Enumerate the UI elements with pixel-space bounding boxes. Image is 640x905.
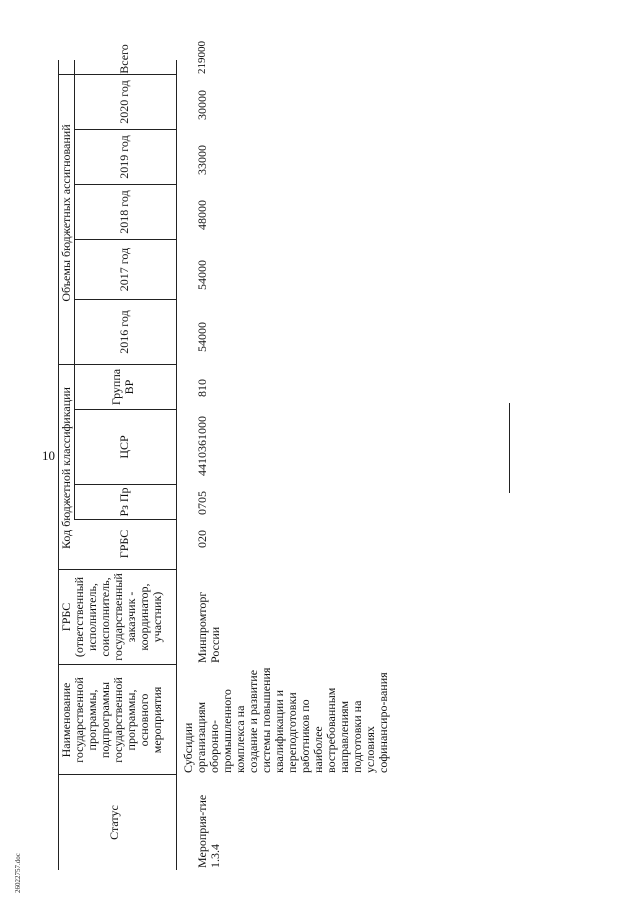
header-2018: 2018 год — [117, 190, 131, 234]
row-2016: 54000 — [195, 322, 209, 352]
rule — [58, 664, 176, 665]
header-2016: 2016 год — [117, 310, 131, 354]
row-csr: 4410361000 — [195, 416, 209, 476]
row-grbs: 020 — [195, 530, 209, 548]
row-2019: 33000 — [195, 145, 209, 175]
header-grbs: ГРБС — [117, 529, 131, 559]
rule — [74, 60, 75, 380]
header-2019: 2019 год — [117, 135, 131, 179]
rule — [74, 380, 75, 520]
row-2018: 48000 — [195, 200, 209, 230]
header-budget-code: Код бюджетной классификации — [59, 387, 73, 549]
rule — [58, 569, 176, 570]
page-number: 10 — [42, 448, 55, 463]
header-grbs-role: ГРБС (ответственный исполнитель, соисполнитель, государственный заказчик - координатор, участник) — [59, 573, 164, 661]
row-vr: 810 — [195, 379, 209, 397]
row-total: 219000 — [196, 41, 208, 74]
row-name: Субсидии организациям оборонно-промышленного комплекса на создание и развитие системы повышения квалификации и переподготовки работников по наиболее востребованным направлениям подготовки на условиях софинансиро-вания — [181, 667, 390, 773]
header-2017: 2017 год — [117, 247, 131, 292]
row-2020: 30000 — [195, 90, 209, 120]
budget-table — [58, 41, 588, 870]
header-status: Статус — [107, 805, 121, 840]
row-grbs-role: Минпромторг России — [195, 591, 222, 663]
header-name: Наименование государственной программы, подпрограммы государственной программы, основного мероприятия — [59, 677, 164, 763]
document-id: 26022757.doc — [14, 853, 22, 893]
header-volumes: Объемы бюджетных ассигнований — [59, 124, 73, 302]
header-csr: ЦСР — [117, 435, 131, 459]
row-2017: 54000 — [195, 260, 209, 290]
row-rzpr: 0705 — [195, 491, 209, 515]
rule — [176, 60, 177, 870]
header-vr: Группа ВР — [109, 368, 136, 406]
header-2020: 2020 год — [117, 80, 131, 124]
header-total: Всего — [117, 44, 131, 74]
header-rzpr: Рз Пр — [117, 487, 131, 517]
row-status: Мероприя-тие 1.3.4 — [195, 794, 222, 868]
rule — [58, 74, 176, 75]
